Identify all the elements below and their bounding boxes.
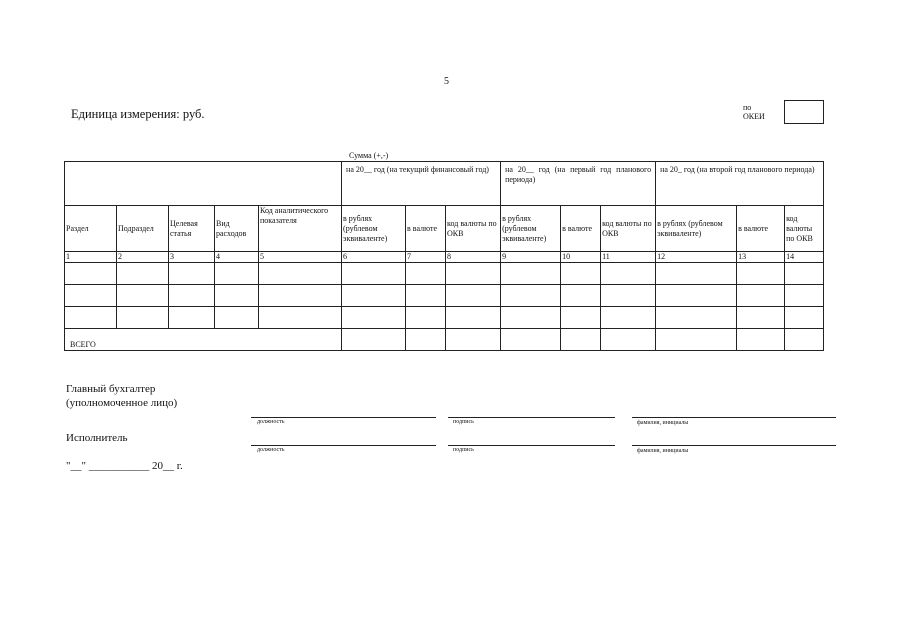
total-label: ВСЕГО — [65, 329, 342, 351]
col-okv-3: код валюты по ОКВ — [785, 206, 824, 252]
table-cell[interactable] — [259, 307, 342, 329]
okei-po: по — [743, 103, 752, 112]
okei-code-box[interactable] — [784, 100, 824, 124]
table-cell[interactable] — [215, 263, 259, 285]
period-current: на 20__ год (на текущий финансовый год) — [342, 162, 501, 206]
table-cell[interactable] — [215, 307, 259, 329]
chief-title: Главный бухгалтер — [66, 383, 156, 395]
table-cell[interactable] — [406, 307, 446, 329]
col-podrazdel: Подраздел — [117, 206, 169, 252]
table-cell[interactable] — [561, 307, 601, 329]
table-cell[interactable] — [342, 285, 406, 307]
column-number-row — [65, 252, 824, 263]
header-row-columns — [65, 206, 824, 252]
date-line[interactable]: "__" ___________ 20__ г. — [66, 460, 183, 472]
table-cell[interactable] — [656, 329, 737, 351]
table-cell[interactable] — [446, 285, 501, 307]
table-cell[interactable] — [501, 263, 561, 285]
table-cell[interactable] — [342, 263, 406, 285]
table-cell[interactable] — [656, 307, 737, 329]
signature-caption-1: подпись — [453, 419, 474, 425]
col-num: 11 — [601, 252, 656, 263]
table-cell[interactable] — [117, 263, 169, 285]
col-num: 10 — [561, 252, 601, 263]
sum-header: Сумма (+,-) — [349, 151, 389, 160]
table-cell[interactable] — [215, 285, 259, 307]
table-cell[interactable] — [785, 285, 824, 307]
header-row-periods — [65, 162, 824, 206]
col-num: 9 — [501, 252, 561, 263]
table-cell[interactable] — [342, 307, 406, 329]
table-cell[interactable] — [446, 307, 501, 329]
col-rub-1: в рублях (рублевом эквиваленте) — [342, 206, 406, 252]
col-val-1: в валюте — [406, 206, 446, 252]
table-cell[interactable] — [737, 263, 785, 285]
name-caption-1: фамилия, инициалы — [637, 420, 689, 426]
position-line-2[interactable] — [251, 445, 436, 446]
table-cell[interactable] — [65, 307, 117, 329]
table-cell[interactable] — [446, 263, 501, 285]
col-num: 14 — [785, 252, 824, 263]
table-row — [65, 285, 824, 307]
position-line-1[interactable] — [251, 417, 436, 418]
name-line-2[interactable] — [632, 445, 836, 446]
name-caption-2: фамилия, инициалы — [637, 448, 689, 454]
signature-caption-2: подпись — [453, 447, 474, 453]
signature-line-1[interactable] — [448, 417, 615, 418]
position-caption-2: должность — [257, 447, 285, 453]
col-razdel: Раздел — [65, 206, 117, 252]
col-rub-3: в рублях (рублевом эквиваленте) — [656, 206, 737, 252]
col-num: 4 — [215, 252, 259, 263]
table-cell[interactable] — [656, 263, 737, 285]
table-cell[interactable] — [601, 263, 656, 285]
table-cell[interactable] — [785, 263, 824, 285]
position-caption-1: должность — [257, 419, 285, 425]
table-cell[interactable] — [561, 263, 601, 285]
table-cell[interactable] — [501, 307, 561, 329]
table-cell[interactable] — [656, 285, 737, 307]
table-cell[interactable] — [65, 263, 117, 285]
col-vid: Вид расходов — [215, 206, 259, 252]
col-rub-2: в рублях (рублевом эквиваленте) — [501, 206, 561, 252]
col-kod: Код аналитического показателя — [259, 206, 342, 252]
period-second-plan: на 20_ год (на второй год планового периода) — [656, 162, 824, 206]
okei-label — [743, 103, 765, 121]
table-cell[interactable] — [501, 329, 561, 351]
table-cell[interactable] — [446, 329, 501, 351]
col-celevaya: Целевая статья — [169, 206, 215, 252]
col-val-2: в валюте — [561, 206, 601, 252]
chief-accountant-label — [66, 382, 177, 410]
okei-text: ОКЕИ — [743, 112, 765, 121]
col-num: 12 — [656, 252, 737, 263]
table-cell[interactable] — [737, 285, 785, 307]
header-blank — [65, 162, 342, 206]
budget-table — [64, 161, 824, 351]
table-cell[interactable] — [785, 329, 824, 351]
col-num: 1 — [65, 252, 117, 263]
table-cell[interactable] — [406, 329, 446, 351]
table-cell[interactable] — [501, 285, 561, 307]
col-num: 5 — [259, 252, 342, 263]
col-num: 3 — [169, 252, 215, 263]
col-okv-1: код валюты по ОКВ — [446, 206, 501, 252]
table-cell[interactable] — [561, 285, 601, 307]
col-num: 2 — [117, 252, 169, 263]
executor-label: Исполнитель — [66, 432, 128, 444]
table-cell[interactable] — [342, 329, 406, 351]
table-cell[interactable] — [117, 307, 169, 329]
page-number: 5 — [444, 76, 449, 87]
name-line-1[interactable] — [632, 417, 836, 418]
table-row — [65, 307, 824, 329]
table-cell[interactable] — [406, 263, 446, 285]
table-cell[interactable] — [65, 285, 117, 307]
total-row — [65, 329, 824, 351]
table-cell[interactable] — [601, 307, 656, 329]
col-num: 8 — [446, 252, 501, 263]
table-cell[interactable] — [169, 285, 215, 307]
table-cell[interactable] — [259, 263, 342, 285]
table-cell[interactable] — [169, 307, 215, 329]
col-num: 13 — [737, 252, 785, 263]
col-val-3: в валюте — [737, 206, 785, 252]
table-cell[interactable] — [737, 329, 785, 351]
chief-subtitle: (уполномоченное лицо) — [66, 397, 178, 409]
col-okv-2: код валюты по ОКВ — [601, 206, 656, 252]
table-cell[interactable] — [601, 285, 656, 307]
col-num: 7 — [406, 252, 446, 263]
table-cell[interactable] — [117, 285, 169, 307]
table-cell[interactable] — [601, 329, 656, 351]
period-first-plan: на 20__ год (на первый год планового периода) — [501, 162, 656, 206]
table-cell[interactable] — [169, 263, 215, 285]
signature-line-2[interactable] — [448, 445, 615, 446]
table-cell[interactable] — [737, 307, 785, 329]
col-num: 6 — [342, 252, 406, 263]
table-cell[interactable] — [561, 329, 601, 351]
table-cell[interactable] — [785, 307, 824, 329]
table-cell[interactable] — [406, 285, 446, 307]
table-cell[interactable] — [259, 285, 342, 307]
unit-label: Единица измерения: руб. — [71, 107, 205, 121]
table-row — [65, 263, 824, 285]
